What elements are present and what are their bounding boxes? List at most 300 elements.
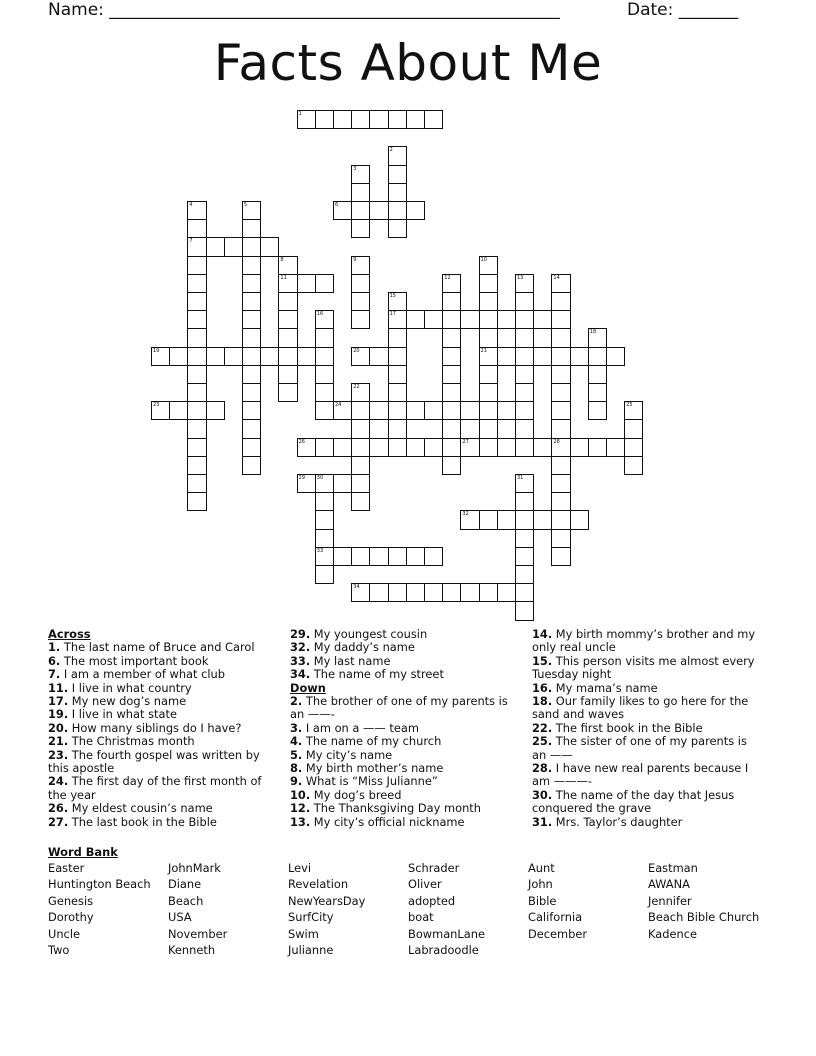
crossword-cell[interactable] [515,583,534,602]
word-bank-item: November [168,926,228,941]
cell-number: 12 [444,274,451,281]
word-bank-item: NewYearsDay [288,893,366,908]
crossword-cell[interactable] [242,237,261,256]
crossword-cell[interactable] [187,347,206,366]
crossword-cell[interactable] [551,510,570,529]
crossword-cell[interactable] [297,474,316,493]
crossword-cell[interactable] [242,256,261,275]
crossword-cell[interactable] [497,583,516,602]
crossword-cell[interactable] [624,456,643,475]
word-bank-item: Kenneth [168,942,216,957]
crossword-cell[interactable] [570,347,589,366]
crossword-cell[interactable] [187,256,206,275]
crossword-cell[interactable] [388,292,407,311]
crossword-cell[interactable] [369,401,388,420]
crossword-cell[interactable] [224,347,243,366]
crossword-cell[interactable] [551,529,570,548]
cell-number: 16 [316,311,324,318]
cell-number: 19 [153,347,160,354]
cell-number: 6 [335,202,339,208]
crossword-cell[interactable] [406,110,425,129]
crossword-cell[interactable] [224,237,243,256]
crossword-cell[interactable] [406,201,425,220]
crossword-cell[interactable] [351,492,370,511]
crossword-cell[interactable] [388,110,407,129]
clue-item: 5. My city’s name [290,747,393,762]
crossword-cell[interactable] [369,547,388,566]
crossword-cell[interactable] [479,510,498,529]
crossword-cell[interactable] [533,310,552,329]
crossword-cell[interactable] [315,474,334,493]
clue-number: 8. [290,761,303,776]
crossword-cell[interactable] [369,201,388,220]
cell-number: 18 [589,329,597,336]
crossword-cell[interactable] [406,310,425,329]
crossword-cell[interactable] [242,328,261,347]
crossword-cell[interactable] [169,347,188,366]
crossword-cell[interactable] [515,347,534,366]
crossword-cell[interactable] [388,383,407,402]
crossword-cell[interactable] [206,237,225,256]
clue-number: 14. [532,627,553,641]
crossword-cell[interactable] [497,310,516,329]
crossword-cell[interactable] [351,583,370,602]
clue-number: 13. [290,814,311,829]
crossword-cell[interactable] [388,547,407,566]
crossword-cell[interactable] [351,347,370,366]
crossword-cell[interactable] [351,438,370,457]
clue-number: 10. [290,787,311,802]
crossword-cell[interactable] [460,310,479,329]
crossword-cell[interactable] [242,383,261,402]
crossword-cell[interactable] [351,456,370,475]
clue-number: 22. [532,720,553,735]
clue-number: 17. [48,694,69,709]
crossword-cell[interactable] [515,565,534,584]
crossword-cell[interactable] [388,165,407,184]
crossword-cell[interactable] [187,201,206,220]
crossword-cell[interactable] [442,328,461,347]
crossword-cell[interactable] [460,438,479,457]
crossword-cell[interactable] [442,583,461,602]
crossword-cell[interactable] [388,401,407,420]
crossword-cell[interactable] [533,438,552,457]
crossword-cell[interactable] [333,201,352,220]
crossword-cell[interactable] [242,438,261,457]
crossword-cell[interactable] [479,328,498,347]
crossword-cell[interactable] [442,456,461,475]
word-bank-item: John [528,877,553,892]
clue-item: 12. The Thanksgiving Day month [290,801,481,816]
crossword-cell[interactable] [388,419,407,438]
clue-number: 15. [532,653,553,668]
crossword-cell[interactable] [515,310,534,329]
word-bank-item: Jennifer [648,893,692,908]
crossword-cell[interactable] [479,401,498,420]
crossword-cell[interactable] [588,438,607,457]
cell-number: 34 [353,584,360,591]
crossword-cell[interactable] [515,474,534,493]
word-bank-item: December [528,926,588,941]
crossword-cell[interactable] [533,347,552,366]
crossword-cell[interactable] [515,547,534,566]
crossword-cell[interactable] [187,474,206,493]
crossword-cell[interactable] [388,365,407,384]
clue-item: 15. This person visits me almost every Tuesday night [532,653,755,682]
crossword-cell[interactable] [278,274,297,293]
crossword-cell[interactable] [460,510,479,529]
crossword-cell[interactable] [315,510,334,529]
crossword-cell[interactable] [315,310,334,329]
cell-number: 7 [189,238,193,245]
crossword-cell[interactable] [442,383,461,402]
cell-number: 1 [298,111,302,117]
clue-number: 30. [532,787,553,802]
clue-number: 21. [48,734,69,749]
crossword-cell[interactable] [515,510,534,529]
cell-number: 26 [298,438,305,445]
word-bank-item: Julianne [288,942,334,957]
crossword-cell[interactable] [351,383,370,402]
crossword-cell[interactable] [388,438,407,457]
crossword-cell[interactable] [187,274,206,293]
crossword-cell[interactable] [187,438,206,457]
crossword-cell[interactable] [187,310,206,329]
crossword-cell[interactable] [479,438,498,457]
clue-number: 2. [290,694,303,709]
crossword-cell[interactable] [551,274,570,293]
clue-item: 25. The sister of one of my parents is an —— [532,734,747,762]
clue-number: 5. [290,747,303,762]
crossword-cell[interactable] [570,438,589,457]
crossword-cell[interactable] [551,347,570,366]
clue-number: 28. [532,761,553,776]
crossword-cell[interactable] [187,401,206,420]
clue-number: 23. [48,747,69,762]
crossword-cell[interactable] [570,510,589,529]
clue-item: 28. I have new real parents because I am ———- [532,761,749,789]
crossword-cell[interactable] [551,401,570,420]
crossword-cell[interactable] [442,310,461,329]
crossword-cell[interactable] [515,274,534,293]
crossword-cell[interactable] [551,365,570,384]
crossword-cell[interactable] [278,365,297,384]
crossword-cell[interactable] [351,401,370,420]
crossword-cell[interactable] [187,383,206,402]
crossword-cell[interactable] [406,438,425,457]
cell-number: 3 [353,165,357,172]
crossword-cell[interactable] [151,401,170,420]
clue-item: 10. My dog’s breed [290,787,402,802]
crossword-cell[interactable] [479,292,498,311]
crossword-cell[interactable] [315,529,334,548]
clue-number: 16. [532,680,553,695]
cell-number: 25 [626,402,633,409]
crossword-cell[interactable] [424,438,443,457]
crossword-cell[interactable] [242,310,261,329]
crossword-cell[interactable] [515,601,534,620]
crossword-cell[interactable] [351,274,370,293]
word-bank-item: Beach [168,893,204,908]
word-bank-item: AWANA [648,877,690,892]
crossword-cell[interactable] [388,219,407,238]
crossword-cell[interactable] [333,438,352,457]
crossword-cell[interactable] [442,292,461,311]
crossword-cell[interactable] [442,365,461,384]
crossword-cell[interactable] [533,510,552,529]
crossword-cell[interactable] [551,383,570,402]
crossword-cell[interactable] [551,292,570,311]
crossword-cell[interactable] [242,456,261,475]
cell-number: 2 [389,147,393,154]
word-bank-item: Two [48,942,70,957]
crossword-cell[interactable] [388,347,407,366]
crossword-cell[interactable] [424,583,443,602]
crossword-cell[interactable] [588,401,607,420]
crossword-cell[interactable] [497,347,516,366]
crossword-cell[interactable] [388,328,407,347]
name-field-label: Name: _____________________________________________________ [48,0,560,20]
crossword-cell[interactable] [497,510,516,529]
crossword-cell[interactable] [388,310,407,329]
crossword-cell[interactable] [187,456,206,475]
clue-section-heading: Across [48,627,91,641]
crossword-cell[interactable] [351,256,370,275]
crossword-cell[interactable] [624,401,643,420]
clue-item: 19. I live in what state [48,707,177,722]
crossword-cell[interactable] [624,438,643,457]
clue-item: 31. Mrs. Taylor’s daughter [532,814,683,829]
crossword-cell[interactable] [187,292,206,311]
cell-number: 10 [480,256,487,263]
clue-item: 18. Our family likes to go here for the sand and waves [532,694,749,722]
crossword-cell[interactable] [406,583,425,602]
cell-number: 15 [389,293,396,299]
crossword-cell[interactable] [260,237,279,256]
crossword-cell[interactable] [479,365,498,384]
crossword-cell[interactable] [242,419,261,438]
clue-item: 22. The first book in the Bible [532,720,703,735]
crossword-cell[interactable] [551,438,570,457]
crossword-cell[interactable] [369,438,388,457]
crossword-cell[interactable] [515,401,534,420]
crossword-cell[interactable] [187,365,206,384]
crossword-cell[interactable] [515,328,534,347]
crossword-cell[interactable] [424,110,443,129]
crossword-cell[interactable] [588,383,607,402]
crossword-cell[interactable] [315,492,334,511]
crossword-cell[interactable] [460,583,479,602]
cell-number: 23 [153,402,160,409]
crossword-cell[interactable] [206,347,225,366]
crossword-cell[interactable] [369,583,388,602]
crossword-cell[interactable] [479,383,498,402]
crossword-cell[interactable] [515,492,534,511]
crossword-cell[interactable] [242,201,261,220]
clue-item: 8. My birth mother’s name [290,761,444,776]
crossword-cell[interactable] [515,292,534,311]
clue-item: 4. The name of my church [290,734,442,749]
word-bank-item: adopted [408,893,456,908]
crossword-cell[interactable] [369,347,388,366]
crossword-cell[interactable] [479,310,498,329]
crossword-cell[interactable] [351,165,370,184]
word-bank-item: Easter [48,861,85,875]
crossword-cell[interactable] [315,365,334,384]
crossword-cell[interactable] [388,146,407,165]
clue-number: 27. [48,814,69,829]
crossword-cell[interactable] [406,547,425,566]
crossword-cell[interactable] [278,310,297,329]
crossword-cell[interactable] [551,419,570,438]
crossword-cell[interactable] [206,401,225,420]
word-bank-item: California [528,910,583,925]
crossword-cell[interactable] [169,401,188,420]
crossword-cell[interactable] [351,292,370,311]
crossword-cell[interactable] [442,438,461,457]
crossword-cell[interactable] [333,547,352,566]
crossword-cell[interactable] [479,274,498,293]
clue-number: 11. [48,680,69,695]
crossword-cell[interactable] [351,183,370,202]
crossword-cell[interactable] [424,401,443,420]
crossword-cell[interactable] [442,274,461,293]
crossword-cell[interactable] [551,328,570,347]
crossword-cell[interactable] [606,438,625,457]
crossword-cell[interactable] [242,365,261,384]
cell-number: 32 [462,511,469,518]
crossword-cell[interactable] [333,110,352,129]
crossword-cell[interactable] [351,201,370,220]
crossword-cell[interactable] [278,383,297,402]
word-bank-item: Bible [528,893,557,908]
crossword-cell[interactable] [497,438,516,457]
clue-number: 25. [532,734,553,749]
word-bank-item: Kadence [648,926,697,941]
clue-number: 18. [532,694,553,709]
crossword-cell[interactable] [297,438,316,457]
crossword-cell[interactable] [442,401,461,420]
crossword-cell[interactable] [442,419,461,438]
crossword-cell[interactable] [278,347,297,366]
crossword-cell[interactable] [260,347,279,366]
crossword-cell[interactable] [588,347,607,366]
crossword-cell[interactable] [242,401,261,420]
clue-number: 4. [290,734,303,749]
crossword-cell[interactable] [297,274,316,293]
crossword-cell[interactable] [242,274,261,293]
crossword-cell[interactable] [479,256,498,275]
crossword-cell[interactable] [151,347,170,366]
crossword-cell[interactable] [333,401,352,420]
crossword-cell[interactable] [315,565,334,584]
crossword-cell[interactable] [278,256,297,275]
crossword-cell[interactable] [351,219,370,238]
clue-number: 20. [48,720,69,735]
crossword-cell[interactable] [315,547,334,566]
crossword-cell[interactable] [406,401,425,420]
crossword-cell[interactable] [388,183,407,202]
crossword-cell[interactable] [242,347,261,366]
crossword-cell[interactable] [187,419,206,438]
crossword-cell[interactable] [624,419,643,438]
crossword-cell[interactable] [351,110,370,129]
crossword-cell[interactable] [515,438,534,457]
crossword-cell[interactable] [551,456,570,475]
crossword-cell[interactable] [187,237,206,256]
crossword-cell[interactable] [315,110,334,129]
crossword-cell[interactable] [351,547,370,566]
crossword-cell[interactable] [588,328,607,347]
clue-number: 31. [532,814,553,829]
crossword-cell[interactable] [497,401,516,420]
crossword-cell[interactable] [187,492,206,511]
crossword-cell[interactable] [479,419,498,438]
crossword-cell[interactable] [606,347,625,366]
word-bank-item: Swim [288,926,319,941]
crossword-cell[interactable] [388,583,407,602]
crossword-cell[interactable] [315,383,334,402]
crossword-cell[interactable] [515,419,534,438]
word-bank-item: BowmanLane [408,926,485,941]
crossword-cell[interactable] [551,474,570,493]
crossword-cell[interactable] [297,347,316,366]
crossword-cell[interactable] [388,201,407,220]
crossword-cell[interactable] [424,310,443,329]
clue-number: 19. [48,707,69,722]
clue-number: 33. [290,653,311,668]
crossword-cell[interactable] [515,383,534,402]
crossword-cell[interactable] [460,401,479,420]
clue-item: 32. My daddy’s name [290,640,415,655]
crossword-cell[interactable] [242,292,261,311]
crossword-cell[interactable] [297,110,316,129]
crossword-cell[interactable] [551,310,570,329]
crossword-cell[interactable] [315,401,334,420]
crossword-cell[interactable] [442,347,461,366]
crossword-cell[interactable] [278,328,297,347]
crossword-cell[interactable] [351,474,370,493]
clue-item: 21. The Christmas month [48,734,195,749]
clue-number: 34. [290,667,311,682]
crossword-cell[interactable] [333,474,352,493]
crossword-cell[interactable] [551,492,570,511]
crossword-cell[interactable] [315,328,334,347]
crossword-cell[interactable] [479,583,498,602]
crossword-cell[interactable] [515,529,534,548]
clue-number: 7. [48,667,61,682]
crossword-cell[interactable] [242,219,261,238]
word-bank-item: USA [168,910,192,925]
clue-item: 34. The name of my street [290,667,444,682]
crossword-cell[interactable] [515,365,534,384]
crossword-cell[interactable] [369,110,388,129]
crossword-cell[interactable] [278,292,297,311]
crossword-cell[interactable] [187,219,206,238]
crossword-cell[interactable] [588,365,607,384]
word-bank-item: Eastman [648,861,698,875]
crossword-cell[interactable] [315,347,334,366]
crossword-cell[interactable] [187,328,206,347]
crossword-cell[interactable] [315,274,334,293]
crossword-cell[interactable] [479,347,498,366]
crossword-cell[interactable] [424,547,443,566]
crossword-cell[interactable] [351,310,370,329]
crossword-cell[interactable] [551,547,570,566]
clue-item: 1. The last name of Bruce and Carol [48,640,255,655]
crossword-cell[interactable] [351,419,370,438]
crossword-cell[interactable] [315,438,334,457]
